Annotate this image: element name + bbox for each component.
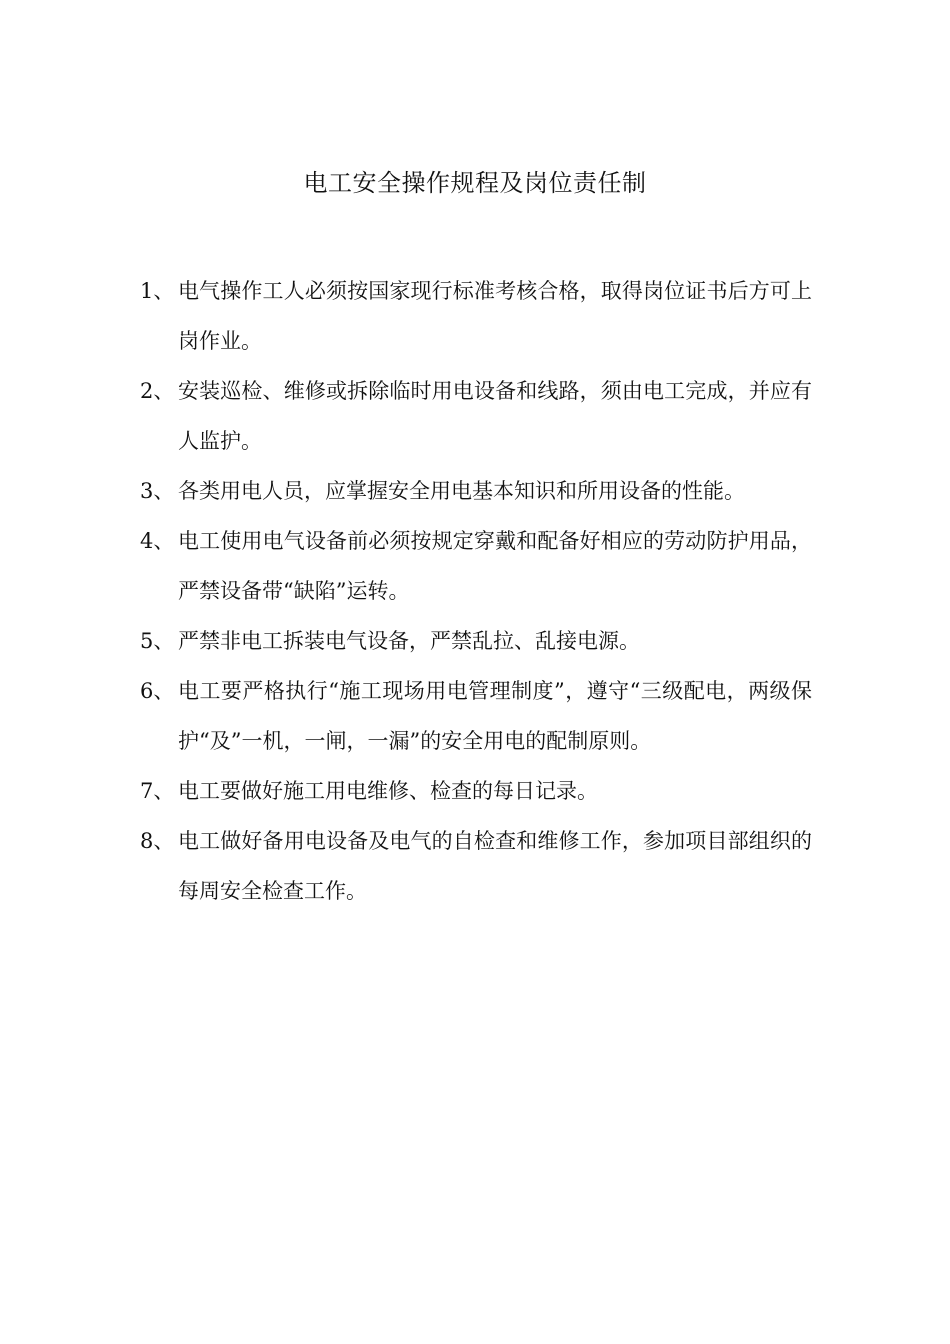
rule-item: [140, 666, 812, 766]
rule-text: 电工要做好施工用电维修、检查的每日记录。: [178, 779, 598, 803]
rule-text: 各类用电人员，应掌握安全用电基本知识和所用设备的性能。: [178, 479, 745, 503]
rule-text: 电工要严格执行“施工现场用电管理制度”，遵守“三级配电，两级保护“及”一机，一闸，一漏”的安全用电的配制原则。: [178, 679, 812, 753]
rule-number: 6、: [140, 679, 175, 703]
rule-number: 3、: [140, 479, 175, 503]
rule-number: 2、: [140, 379, 175, 403]
rule-number: 7、: [140, 779, 175, 803]
rule-text: 严禁非电工拆装电气设备，严禁乱拉、乱接电源。: [178, 629, 640, 653]
rule-item: [140, 616, 812, 666]
rule-item: [140, 466, 812, 516]
rule-number: 8、: [140, 829, 175, 853]
rule-item: [140, 366, 812, 466]
rules-list: [140, 266, 812, 916]
rule-item: [140, 266, 812, 366]
rule-number: 1、: [140, 279, 175, 303]
rule-number: 5、: [140, 629, 175, 653]
rule-number: 4、: [140, 529, 175, 553]
rule-item: [140, 766, 812, 816]
rule-item: [140, 816, 812, 916]
rule-text: 安装巡检、维修或拆除临时用电设备和线路，须由电工完成，并应有人监护。: [178, 379, 812, 453]
rule-text: 电气操作工人必须按国家现行标准考核合格，取得岗位证书后方可上岗作业。: [178, 279, 812, 353]
rule-item: [140, 516, 812, 616]
rule-text: 电工做好备用电设备及电气的自检查和维修工作，参加项目部组织的每周安全检查工作。: [178, 829, 812, 903]
rule-text: 电工使用电气设备前必须按规定穿戴和配备好相应的劳动防护用品，严禁设备带“缺陷”运转。: [178, 529, 812, 603]
document-title: 电工安全操作规程及岗位责任制: [303, 169, 647, 197]
